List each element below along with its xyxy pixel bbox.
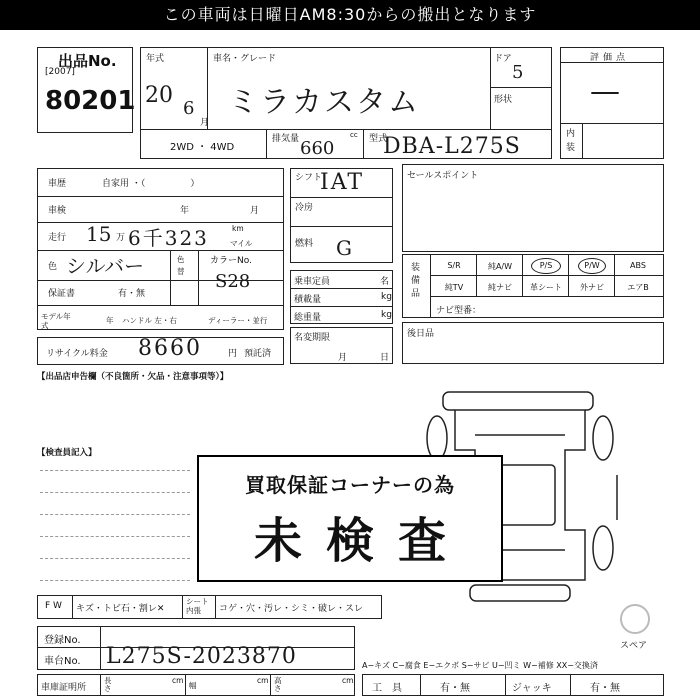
- fuel-label: 燃料: [295, 239, 314, 249]
- cert-width-unit: cm: [257, 676, 269, 685]
- model-value: DBA-L275S: [383, 134, 521, 159]
- fw-values: キズ・トビ石・割レ✕: [76, 604, 165, 614]
- warranty-value: 有・無: [118, 289, 146, 299]
- navi-model-label: ナビ型番：: [436, 306, 482, 316]
- aftermarket-label: 後日品: [407, 329, 435, 339]
- equipment-navi: 純ナビ: [488, 283, 512, 292]
- seat-values: コゲ・穴・汚レ・シミ・破レ・スレ: [219, 604, 364, 614]
- tools-label: 工 具: [372, 683, 402, 694]
- cert-height-unit: cm: [342, 676, 354, 685]
- damage-legend: A−キズ C−腐食 E−エクボ S−サビ U−凹ミ W−補修 XX−交換済: [362, 661, 598, 670]
- ac-label: 冷房: [295, 203, 314, 213]
- cert-height: 高さ: [274, 676, 282, 693]
- model-year-dealer: ディーラー・並行: [208, 316, 268, 325]
- jack-value: 有・無: [590, 683, 620, 694]
- interior-label: 内装: [566, 129, 576, 153]
- rating-value: —: [590, 74, 620, 109]
- equipment-sr: S/R: [447, 261, 461, 270]
- model-year-year: 年: [106, 316, 114, 325]
- color-label: 色: [48, 262, 58, 272]
- mileage-man: 15: [86, 222, 112, 246]
- model-label: 型式: [369, 134, 388, 144]
- name-change-day: 日: [380, 353, 390, 363]
- color-value: シルバー: [66, 254, 145, 278]
- year-era: 20: [145, 83, 173, 108]
- recycle-label: リサイクル料金: [46, 349, 108, 359]
- capacity-unit: 名: [380, 277, 390, 287]
- equipment-ext-navi: 外ナビ: [580, 283, 604, 292]
- drive-label: 2WD ・ 4WD: [170, 142, 235, 153]
- inspection-month: 月: [250, 206, 260, 216]
- color-change-label: 色替: [177, 255, 185, 276]
- equipment-leather: 革シート: [530, 283, 562, 292]
- tools-value: 有・無: [440, 683, 470, 694]
- weight-unit: kg: [381, 310, 392, 320]
- inspection-label: 車検: [48, 206, 67, 216]
- sales-point-label: セールスポイント: [407, 171, 479, 181]
- spare-tire-icon: [618, 602, 652, 636]
- history-options: 自家用 ・（ ）: [102, 179, 200, 189]
- equipment-airbag: エアB: [627, 283, 649, 292]
- year-label: 年式: [146, 54, 165, 64]
- shift-value: IAT: [320, 170, 365, 195]
- shape-label: 形状: [494, 95, 513, 105]
- door-label: ドア: [494, 54, 512, 64]
- lot-label: 出品No.: [58, 52, 117, 70]
- color-code-label: カラーNo.: [210, 256, 252, 266]
- equipment-pw: P/W: [584, 261, 600, 270]
- mileage-value: 6千323: [128, 226, 209, 250]
- recycle-value: 8660: [138, 336, 202, 361]
- cert-length: 長さ: [104, 676, 112, 693]
- warranty-label: 保証書: [48, 289, 76, 299]
- mileage-label: 走行: [48, 233, 67, 243]
- mileage-unit2: マイル: [230, 239, 253, 248]
- name-change-label: 名変期限: [294, 333, 331, 343]
- rating-label: 評価点: [590, 53, 630, 63]
- displacement-value: 660: [300, 138, 335, 159]
- mileage-man-unit: 万: [116, 233, 126, 243]
- registration-label: 登録No.: [44, 635, 81, 646]
- door-value: 5: [512, 62, 524, 83]
- equipment-abs: ABS: [630, 261, 646, 270]
- seat-label: シート内張: [186, 597, 209, 615]
- ps-circle: [531, 258, 561, 274]
- dealer-notes-label: 【出品店申告欄（不良箇所・欠品・注意事項等）】: [37, 372, 229, 382]
- model-year-handle: ハンドル 左・右: [122, 316, 177, 325]
- shift-label: シフト: [295, 173, 323, 183]
- lot-number: 80201: [45, 86, 136, 116]
- top-banner: この車両は日曜日AM8:30からの搬出となります: [0, 0, 700, 30]
- chassis-label: 車台No.: [44, 656, 81, 667]
- weight-label: 総重量: [294, 313, 322, 323]
- history-label: 車歴: [48, 179, 67, 189]
- year-month: 6: [183, 98, 195, 119]
- capacity-label: 乗車定員: [294, 277, 331, 287]
- chassis-value: L275S-2023870: [106, 644, 297, 669]
- displacement-unit: cc: [350, 131, 358, 139]
- stamp-line2: 未検査: [253, 513, 470, 569]
- cert-length-unit: cm: [172, 676, 184, 685]
- equipment-ps: P/S: [539, 261, 553, 270]
- equipment-tv: 純TV: [444, 283, 464, 292]
- load-label: 積載量: [294, 295, 322, 305]
- model-year-label: モデル年式: [41, 312, 71, 330]
- spare-label: スペア: [620, 641, 648, 651]
- fuel-value: G: [336, 236, 352, 260]
- not-inspected-stamp: [197, 455, 503, 582]
- cert-width: 幅: [189, 681, 197, 690]
- pw-circle: [578, 258, 606, 274]
- color-code: S28: [215, 271, 251, 292]
- name-value: ミラカスタム: [228, 85, 420, 120]
- displacement-label: 排気量: [272, 134, 300, 144]
- equipment-label: 装備品: [411, 263, 421, 299]
- jack-label: ジャッキ: [512, 683, 552, 694]
- year-month-unit: 月: [200, 118, 210, 128]
- load-unit: kg: [381, 292, 392, 302]
- recycle-deposit: 預託済: [244, 349, 272, 359]
- lot-year: [2007]: [45, 67, 75, 77]
- equipment-aw: 純A/W: [487, 262, 513, 271]
- recycle-unit: 円: [228, 349, 238, 359]
- stamp-line1: 買取保証コーナーの為: [245, 473, 455, 497]
- aftermarket-box: [402, 322, 664, 364]
- inspector-notes-label: 【検査員記入】: [37, 448, 97, 458]
- fw-label: F W: [45, 601, 62, 611]
- cert-label: 車庫証明所: [41, 683, 87, 693]
- mileage-unit: km: [232, 224, 244, 233]
- inspection-year: 年: [180, 206, 190, 216]
- name-label: 車名・グレード: [213, 54, 277, 64]
- name-change-month: 月: [338, 353, 348, 363]
